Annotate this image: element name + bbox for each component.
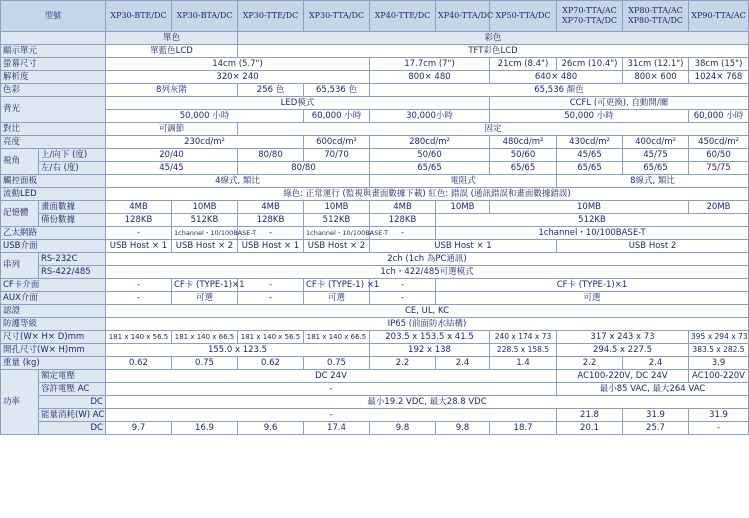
- dc-tag: DC: [90, 396, 103, 407]
- dc-tag: DC: [90, 422, 103, 433]
- display-mono: 單藍色LCD: [106, 45, 238, 58]
- aux-row: [1, 292, 749, 305]
- resolution-row: [1, 71, 749, 84]
- backlight-life: 60,000 小時: [304, 110, 370, 123]
- ethernet-label: 乙太網路: [1, 227, 106, 240]
- display-row: [1, 45, 749, 58]
- cf-value: CF卡 (TYPE-1) ×1: [304, 279, 370, 292]
- resolution-value: 800× 600: [623, 71, 689, 84]
- usb-value: USB Host × 2: [172, 240, 238, 253]
- backlight-life: 60,000 小時: [689, 110, 749, 123]
- cf-value: -: [370, 279, 436, 292]
- colors-value: 65,536 顏色: [370, 84, 749, 97]
- memory-value: 10MB: [304, 201, 370, 214]
- backlight-label: 背光: [1, 97, 106, 123]
- size-value: 17.7cm (7"): [370, 58, 490, 71]
- usb-value: USB Host 2: [557, 240, 749, 253]
- ethernet-value: 1channel・10/100BASE-T: [172, 227, 238, 240]
- mono-cell: 單色: [106, 32, 238, 45]
- cf-row: [1, 279, 749, 292]
- model-col: XP30-TTE/DC: [238, 1, 304, 32]
- power-value: -: [689, 422, 749, 435]
- power-value: 最小19.2 VDC, 最大28.8 VDC: [106, 396, 749, 409]
- power-dc-tag-cell: [39, 396, 106, 409]
- memory-backup-label: 備份數據: [39, 214, 106, 227]
- weight-value: 3.9: [689, 357, 749, 370]
- memory-value: 128KB: [106, 214, 172, 227]
- model-col: XP30-BTA/DC: [172, 1, 238, 32]
- aux-label: AUX介面: [1, 292, 106, 305]
- cutout-value: 294.5 x 227.5: [557, 344, 689, 357]
- dimension-row: [1, 331, 749, 344]
- power-value: DC 24V: [106, 370, 557, 383]
- dimension-value: 181 x 140 x 66.5: [172, 331, 238, 344]
- dimension-value: 240 x 174 x 73: [490, 331, 557, 344]
- touch-row: [1, 175, 749, 188]
- cert-value: CE, UL, KC: [106, 305, 749, 318]
- serial-422-label: RS-422/485: [39, 266, 106, 279]
- cutout-value: 192 x 138: [370, 344, 490, 357]
- cutout-row: [1, 344, 749, 357]
- power-value: 9.8: [436, 422, 490, 435]
- viewing-value: 65/65: [557, 162, 623, 175]
- viewing-lr-row: [1, 162, 749, 175]
- memory-value: 4MB: [370, 201, 436, 214]
- power-value: 最小85 VAC, 最大264 VAC: [557, 383, 749, 396]
- usb-value: USB Host × 1: [238, 240, 304, 253]
- memory-value: 512KB: [304, 214, 370, 227]
- serial-value: 1ch・422/485可選模式: [106, 266, 749, 279]
- size-value: 26cm (10.4"): [557, 58, 623, 71]
- backlight-life: 50,000 小時: [490, 110, 689, 123]
- led-label: 流動LED: [1, 188, 106, 201]
- touch-label: 觸控面板: [1, 175, 106, 188]
- size-label: 螢幕尺寸: [1, 58, 106, 71]
- resolution-value: 320× 240: [106, 71, 370, 84]
- touch-value: 電阻式: [370, 175, 557, 188]
- viewing-value: 80/80: [238, 162, 370, 175]
- resolution-value: 1024× 768: [689, 71, 749, 84]
- power-rated-row: [1, 370, 749, 383]
- weight-value: 0.62: [238, 357, 304, 370]
- brightness-value: 430cd/m²: [557, 136, 623, 149]
- usb-value: USB Host × 1: [106, 240, 172, 253]
- ethernet-value: 1channel・10/100BASE-T: [436, 227, 749, 240]
- model-col: XP90-TTA/AC: [689, 1, 749, 32]
- memory-value: 20MB: [689, 201, 749, 214]
- power-cons-ac-row: [1, 409, 749, 422]
- serial-label: 串列: [1, 253, 39, 279]
- weight-value: 2.4: [623, 357, 689, 370]
- serial-232-row: [1, 253, 749, 266]
- model-col: XP30-BTE/DC: [106, 1, 172, 32]
- viewing-value: 45/75: [623, 149, 689, 162]
- backlight-led: LED模式: [106, 97, 490, 110]
- aux-value: 可選: [436, 292, 749, 305]
- power-value: AC100-220V: [689, 370, 749, 383]
- serial-422-row: [1, 266, 749, 279]
- colors-value: 256 色: [238, 84, 304, 97]
- power-value: 25.7: [623, 422, 689, 435]
- dimension-value: 203.5 x 153.5 x 41.5: [370, 331, 490, 344]
- dimension-value: 181 x 140 x 56.5: [106, 331, 172, 344]
- weight-value: 0.75: [304, 357, 370, 370]
- memory-screen-row: [1, 201, 749, 214]
- size-value: 31cm (12.1"): [623, 58, 689, 71]
- serial-232-label: RS-232C: [39, 253, 106, 266]
- ethernet-value: -: [370, 227, 436, 240]
- power-value: -: [106, 409, 557, 422]
- weight-value: 2.4: [436, 357, 490, 370]
- model-col: XP40-TTE/DC: [370, 1, 436, 32]
- power-value: 9.7: [106, 422, 172, 435]
- model-col: XP40-TTA/DC: [436, 1, 490, 32]
- ac-tag: AC: [92, 409, 105, 420]
- allowed-text: 容許電壓: [41, 383, 76, 394]
- dimension-value: 317 x 243 x 73: [557, 331, 689, 344]
- aux-value: -: [370, 292, 436, 305]
- size-row: [1, 58, 749, 71]
- brightness-value: 400cd/m²: [623, 136, 689, 149]
- power-dc-tag-cell: [39, 422, 106, 435]
- memory-screen-label: 畫面數據: [39, 201, 106, 214]
- ethernet-row: [1, 227, 749, 240]
- size-value: 38cm (15"): [689, 58, 749, 71]
- power-value: 9.6: [238, 422, 304, 435]
- memory-value: 512KB: [172, 214, 238, 227]
- viewing-ud-label: 上/向下 (度): [39, 149, 106, 162]
- ethernet-value: 1channel・10/100BASE-T: [304, 227, 370, 240]
- model-col: XP50-TTA/DC: [490, 1, 557, 32]
- header-row: [1, 1, 749, 32]
- viewing-value: 65/65: [370, 162, 490, 175]
- dimension-label: 尺寸(W× H× D)mm: [1, 331, 106, 344]
- protection-row: [1, 318, 749, 331]
- usb-row: [1, 240, 749, 253]
- resolution-value: 640× 480: [490, 71, 623, 84]
- memory-value: 10MB: [490, 201, 689, 214]
- weight-value: 2.2: [370, 357, 436, 370]
- memory-value: 128KB: [370, 214, 436, 227]
- serial-value: 2ch (1ch 為PC通訊): [106, 253, 749, 266]
- cutout-value: 155.0 x 123.5: [106, 344, 370, 357]
- cert-label: 認證: [1, 305, 106, 318]
- power-value: 16.9: [172, 422, 238, 435]
- backlight-row: [1, 97, 749, 110]
- brightness-value: 450cd/m²: [689, 136, 749, 149]
- usb-value: USB Host × 1: [370, 240, 557, 253]
- led-value: 綠色: 正常運行 (監視與畫面數據下載) 紅色: 錯誤 (通訊錯誤和畫面數據錯誤): [106, 188, 749, 201]
- cf-value: CF卡 (TYPE-1)×1: [436, 279, 749, 292]
- colors-row: [1, 84, 749, 97]
- power-allowed-label: [39, 383, 106, 396]
- model-col: XP70-TTA/AC XP70-TTA/DC: [557, 1, 623, 32]
- power-allowed-ac-row: [1, 383, 749, 396]
- color-type-label: [1, 32, 106, 45]
- weight-row: [1, 357, 749, 370]
- power-value: 9.8: [370, 422, 436, 435]
- brightness-label: 亮度: [1, 136, 106, 149]
- brightness-value: 600cd/m²: [304, 136, 370, 149]
- viewing-label: 視角: [1, 149, 39, 175]
- consumption-text: 能量消耗(W): [41, 409, 91, 420]
- power-value: 20.1: [557, 422, 623, 435]
- model-label: 型號: [1, 1, 106, 32]
- viewing-value: 80/80: [238, 149, 304, 162]
- power-rated-label: 額定電壓: [39, 370, 106, 383]
- viewing-value: 45/65: [557, 149, 623, 162]
- size-value: 14cm (5.7"): [106, 58, 370, 71]
- brightness-row: [1, 136, 749, 149]
- aux-value: -: [106, 292, 172, 305]
- dimension-value: 181 x 140 x 66.5: [304, 331, 370, 344]
- protection-value: IP65 (前面防水結構): [106, 318, 749, 331]
- cutout-value: 228.5 x 158.5: [490, 344, 557, 357]
- usb-value: USB Host × 2: [304, 240, 370, 253]
- viewing-value: 20/40: [106, 149, 238, 162]
- contrast-row: [1, 123, 749, 136]
- color-type-row: [1, 32, 749, 45]
- cf-value: -: [106, 279, 172, 292]
- display-color: TFT彩色LCD: [238, 45, 749, 58]
- power-value: 17.4: [304, 422, 370, 435]
- color-cell: 彩色: [238, 32, 749, 45]
- memory-backup-row: [1, 214, 749, 227]
- viewing-value: 60/50: [689, 149, 749, 162]
- display-label: 顯示單元: [1, 45, 106, 58]
- backlight-ccfl: CCFL (可更換), 自動開/關: [490, 97, 749, 110]
- cf-value: CF卡 (TYPE-1)×1: [172, 279, 238, 292]
- memory-value: 4MB: [106, 201, 172, 214]
- power-value: 31.9: [689, 409, 749, 422]
- model-col: XP30-TTA/DC: [304, 1, 370, 32]
- viewing-value: 65/65: [623, 162, 689, 175]
- power-value: -: [106, 383, 557, 396]
- viewing-lr-label: 左/右 (度): [39, 162, 106, 175]
- brightness-value: 480cd/m²: [490, 136, 557, 149]
- viewing-value: 75/75: [689, 162, 749, 175]
- led-row: [1, 188, 749, 201]
- memory-value: 10MB: [172, 201, 238, 214]
- memory-label: 記憶體: [1, 201, 39, 227]
- ac-tag: AC: [77, 383, 90, 394]
- touch-value: 8線式, 類比: [557, 175, 749, 188]
- memory-value: 4MB: [238, 201, 304, 214]
- viewing-value: 50/60: [370, 149, 490, 162]
- dimension-value: 395 x 294 x 73: [689, 331, 749, 344]
- contrast-value: 固定: [238, 123, 749, 136]
- resolution-label: 解析度: [1, 71, 106, 84]
- power-cons-dc-row: [1, 422, 749, 435]
- viewing-ud-row: [1, 149, 749, 162]
- weight-value: 0.75: [172, 357, 238, 370]
- backlight-life: 30,000小時: [370, 110, 490, 123]
- ethernet-value: -: [106, 227, 172, 240]
- brightness-value: 230cd/m²: [106, 136, 304, 149]
- power-value: 18.7: [490, 422, 557, 435]
- weight-value: 2.2: [557, 357, 623, 370]
- viewing-value: 65/65: [490, 162, 557, 175]
- colors-value: 65,536 色: [304, 84, 370, 97]
- power-value: 31.9: [623, 409, 689, 422]
- brightness-value: 280cd/m²: [370, 136, 490, 149]
- weight-label: 重量 (kg): [1, 357, 106, 370]
- cf-value: -: [238, 279, 304, 292]
- weight-value: 1.4: [490, 357, 557, 370]
- protection-label: 防護等級: [1, 318, 106, 331]
- resolution-value: 800× 480: [370, 71, 490, 84]
- weight-value: 0.62: [106, 357, 172, 370]
- backlight-life-row: [1, 110, 749, 123]
- memory-value: 10MB: [436, 201, 490, 214]
- power-label: 功率: [1, 370, 39, 435]
- power-allowed-dc-row: [1, 396, 749, 409]
- power-value: 21.8: [557, 409, 623, 422]
- contrast-value: 可調節: [106, 123, 238, 136]
- power-consumption-label: [39, 409, 106, 422]
- colors-value: 8列灰階: [106, 84, 238, 97]
- usb-label: USB介面: [1, 240, 106, 253]
- aux-value: -: [238, 292, 304, 305]
- model-col: XP80-TTA/AC XP80-TTA/DC: [623, 1, 689, 32]
- viewing-value: 50/60: [490, 149, 557, 162]
- colors-label: 色彩: [1, 84, 106, 97]
- contrast-label: 對比: [1, 123, 106, 136]
- viewing-value: 45/45: [106, 162, 238, 175]
- backlight-life: 50,000 小時: [106, 110, 304, 123]
- size-value: 21cm (8.4"): [490, 58, 557, 71]
- memory-value: 128KB: [238, 214, 304, 227]
- memory-value: 512KB: [436, 214, 749, 227]
- cutout-value: 383.5 x 282.5: [689, 344, 749, 357]
- power-value: AC100-220V, DC 24V: [557, 370, 689, 383]
- dimension-value: 181 x 140 x 56.5: [238, 331, 304, 344]
- cert-row: [1, 305, 749, 318]
- viewing-value: 70/70: [304, 149, 370, 162]
- ethernet-value: -: [238, 227, 304, 240]
- cf-label: CF卡介面: [1, 279, 106, 292]
- cutout-label: 開孔尺寸(W× H)mm: [1, 344, 106, 357]
- aux-value: 可選: [304, 292, 370, 305]
- touch-value: 4線式, 類比: [106, 175, 370, 188]
- aux-value: 可選: [172, 292, 238, 305]
